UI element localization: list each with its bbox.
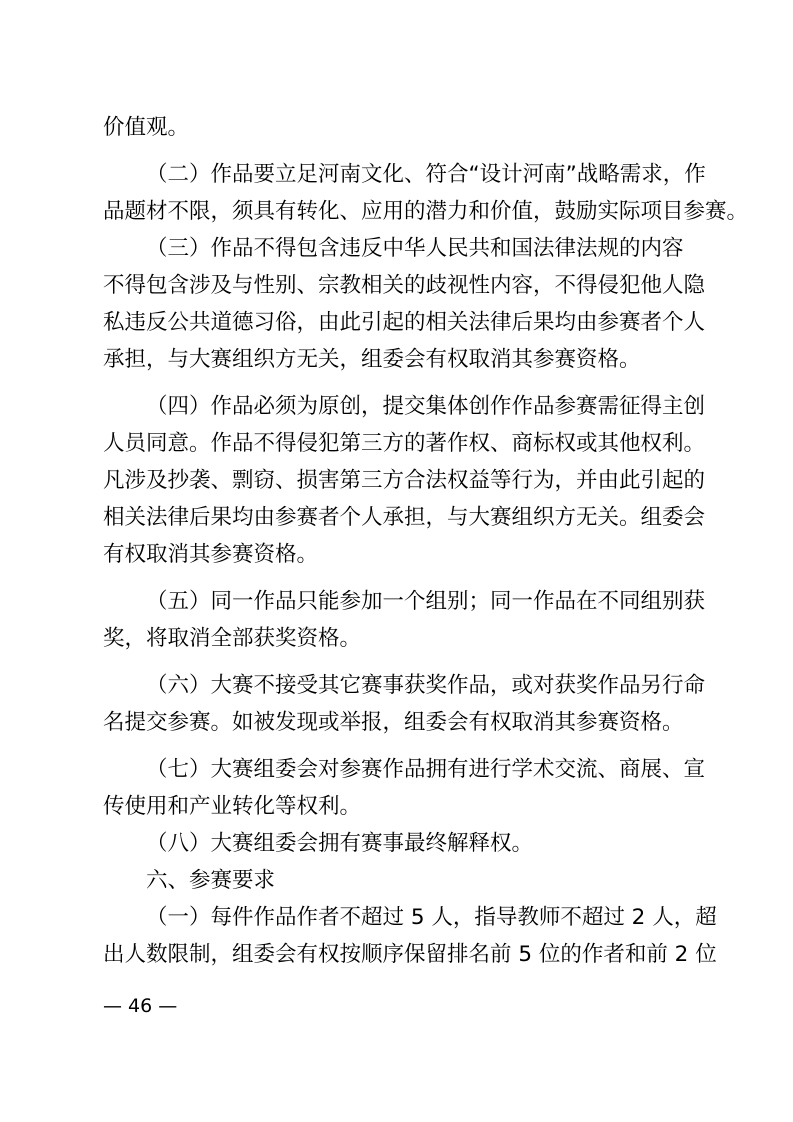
text-line-3: 品题材不限，须具有转化、应用的潜力和价值，鼓励实际项目参赛。: [103, 199, 749, 224]
text-line-2: （二）作品要立足河南文化、符合“设计河南”战略需求，作: [146, 162, 706, 187]
text-line-7: 承担，与大赛组织方无关，组委会有权取消其参赛资格。: [103, 347, 641, 372]
text-line-9: 人员同意。作品不得侵犯第三方的著作权、商标权或其他权利。: [103, 431, 706, 456]
page-number: — 46 —: [103, 995, 178, 1017]
text-line-13: （五）同一作品只能参加一个组别；同一作品在不同组别获: [146, 589, 706, 614]
text-line-10: 凡涉及抄袭、剽窃、损害第三方合法权益等行为，并由此引起的: [103, 468, 706, 493]
text-line-12: 有权取消其参赛资格。: [103, 542, 319, 567]
text-line-19: （八）大赛组委会拥有赛事最终解释权。: [146, 831, 534, 856]
text-line-22: 出人数限制，组委会有权按顺序保留排名前 5 位的作者和前 2 位: [103, 942, 717, 967]
text-line-17: （七）大赛组委会对参赛作品拥有进行学术交流、商展、宣: [146, 757, 706, 782]
text-line-15: （六）大赛不接受其它赛事获奖作品，或对获奖作品另行命: [146, 673, 706, 698]
text-line-11: 相关法律后果均由参赛者个人承担，与大赛组织方无关。组委会: [103, 505, 706, 530]
text-line-16: 名提交参赛。如被发现或举报，组委会有权取消其参赛资格。: [103, 710, 684, 735]
text-line-21: （一）每件作品作者不超过 5 人，指导教师不超过 2 人，超: [146, 905, 717, 930]
text-line-6: 私违反公共道德习俗，由此引起的相关法律后果均由参赛者个人: [103, 310, 706, 335]
text-line-5: 不得包含涉及与性别、宗教相关的歧视性内容，不得侵犯他人隐: [103, 273, 706, 298]
text-line-14: 奖，将取消全部获奖资格。: [103, 626, 362, 651]
text-line-18: 传使用和产业转化等权利。: [103, 794, 362, 819]
text-line-8: （四）作品必须为原创，提交集体创作作品参赛需征得主创: [146, 394, 706, 419]
text-line-4: （三）作品不得包含违反中华人民共和国法律法规的内容: [146, 236, 684, 261]
section-heading: 六、参赛要求: [146, 868, 276, 893]
text-line-1: 价值观。: [103, 115, 190, 140]
